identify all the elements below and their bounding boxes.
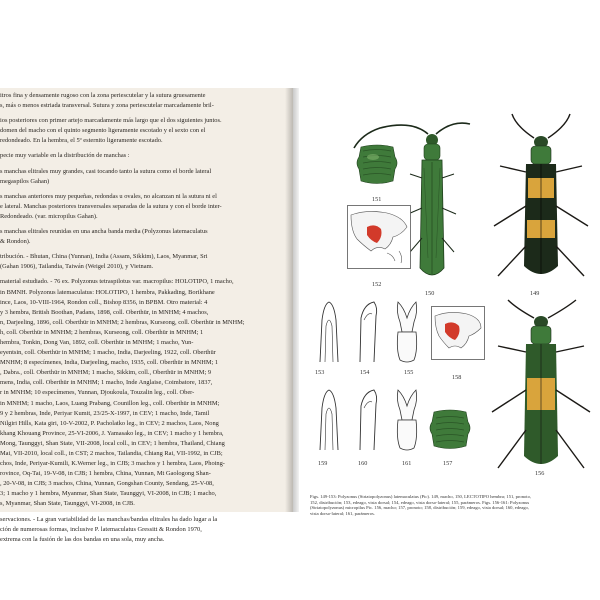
text-line: material estudiado. - 76 ex. Polyzonus tetraspilotus var. macropilus: HOLOTIPO, 1 macho, bbox=[0, 278, 234, 286]
fig-number-149: 149 bbox=[530, 290, 540, 297]
text-line: itros fina y densamente rugoso con la zona periescutelar y la sutura gruesamente bbox=[0, 92, 206, 99]
fig-number-156: 156 bbox=[535, 470, 545, 477]
text-line: chos, Inde, Periyar-Kumili, K.Werner leg., in CJB; 3 machos y 1 hembra, Laos, Phoing- bbox=[0, 460, 225, 468]
fig-number-161: 161 bbox=[402, 460, 412, 467]
text-line: , 20-V-08, in CJB; 3 machos, China, Yunnan, Gongshan County, Sendang, 25-V-08, bbox=[0, 480, 214, 488]
text-line bbox=[0, 163, 286, 166]
text-line bbox=[0, 188, 286, 191]
page-gutter bbox=[285, 88, 299, 512]
fig-number-160: 160 bbox=[358, 460, 368, 467]
text-line: in BMNH. Polyzonus latemaculatus: HOLOTIPO, 1 hembra, Pakkading, Borikhane bbox=[0, 288, 215, 296]
text-line: Redondeado. (var. micropilus Gahan). bbox=[0, 212, 98, 220]
left-page bbox=[0, 88, 293, 543]
fig-161-parameres bbox=[390, 386, 424, 454]
text-line: MNHM; 8 especímenes, India, Darjeeling, macho, 1935, coll. Oberthür in MNHM; 1 bbox=[0, 359, 219, 367]
figure-caption bbox=[310, 494, 595, 516]
text-line bbox=[0, 112, 286, 115]
text-line: khang Khouang Province, 25-VI-2006, J. Yamasako leg., in CEV; 1 macho y 1 hembra, bbox=[0, 429, 224, 437]
fig-number-150: 150 bbox=[425, 290, 435, 297]
fig-153-aedeagus-dorsal bbox=[314, 300, 344, 364]
text-line: tribución. - Bhutan, China (Yunnan), India (Assam, Sikkim), Laos, Myanmar, Sri bbox=[0, 253, 208, 261]
fig-149-beetle-banded bbox=[486, 116, 596, 286]
fig-157-pronotum bbox=[428, 408, 472, 452]
text-line: megaspilos Gahan) bbox=[0, 177, 50, 185]
text-line: h, coll. Oberthür in MNHM; 2 hembras, Kurseong, coll. Oberthür in MNHM; 1 bbox=[0, 328, 204, 336]
text-line: Mai, VII-2010, local coll., in CST; 2 machos, Tailandia, Chiang Rai, VII-1992, in CJB; bbox=[0, 450, 223, 457]
fig-152-distribution-map bbox=[347, 205, 411, 269]
text-line: Mong, Taunggyi, Shan State, VII-2008, local coll., in CEV; 1 hembra, Thailand, Chiang bbox=[0, 439, 225, 447]
fig-number-151: 151 bbox=[372, 196, 382, 203]
text-line: s manchas elitrales reunidas en una ancha banda media (Polyzonus latemaculatus bbox=[0, 228, 208, 236]
fig-154-aedeagus-lateral bbox=[352, 300, 382, 364]
caption-line: (Striatopolyzonus) micropilus Pic. 156, macho; 157, pronoto; 158, distribución; 159, edeago, vista dorsal; 160, edeago, bbox=[310, 505, 529, 511]
text-line bbox=[0, 511, 286, 514]
text-line: servaciones. - La gran variabilidad de las manchas/bandas elitrales ha dado lugar a la bbox=[0, 515, 218, 523]
text-line: y 3 hembra, British Boothan, Padans, 1898, coll. Oberthür, in MNHM; 4 machos, bbox=[0, 308, 209, 316]
text-line: domen del macho con el quinto segmento ligeramente escotado y el sexto con el bbox=[0, 127, 206, 135]
text-line: e lateral. Manchas posteriores transversales separadas de la sutura y con el borde inter- bbox=[0, 202, 222, 210]
text-line: n, Darjeeling, 1896, coll. Oberthür in MNHM; 2 hembras, Kurseong, coll. Oberthür in MNHM; bbox=[0, 318, 245, 326]
left-page-text bbox=[0, 92, 286, 546]
text-line: & Rondon). bbox=[0, 238, 31, 246]
caption-line: 152, distribución; 153, edeago, vista dorsal; 154, edeago, vista dorso-lateral; 155, parámeros. Figs. 156-161: Polyzonus bbox=[310, 499, 530, 505]
fig-156-beetle-banded bbox=[486, 300, 596, 478]
text-line: extrema con la fusión de las dos bandas en una sola, muy ancha. bbox=[0, 535, 165, 543]
fig-155-parameres bbox=[390, 298, 424, 366]
text-line: ción de numerosas formas, inclusive P. latemaculatus Gressitt & Rondon 1970, bbox=[0, 525, 202, 533]
text-line: , Dabra., coll. Oberthür in MNHM; 1 macho, Sikkim, coll., Oberthür in MNHM; 9 bbox=[0, 369, 212, 377]
text-line bbox=[0, 147, 286, 150]
text-line: s manchas anteriores muy pequeñas, redondas u ovales, no alcanzan ni la sutura ni el bbox=[0, 192, 217, 200]
text-line bbox=[0, 273, 286, 276]
fig-159-aedeagus-dorsal bbox=[314, 388, 344, 452]
text-line: s, más o menos estriada transversal. Sutura y zona periescutelar marcadamente bril- bbox=[0, 102, 214, 110]
caption-line: Figs. 149-153: Polyzonus (Striatopolyzonus) latemaculatus (Pic). 149, macho, 150, LECTOTIPO hembra; 151, pronoto, bbox=[310, 494, 532, 499]
fig-number-158: 158 bbox=[452, 374, 462, 381]
text-line: eyentsin, coll. Oberthür in MNHM; 1 macho, India, Darjeeling, 1922, coll. Oberthür bbox=[0, 349, 216, 357]
text-line: rovince, Oq-Tai, 19-V-08, in CJB; 1 hembra, China, Yunnan, Mt Gaologong Shan- bbox=[0, 470, 211, 478]
fig-number-157: 157 bbox=[443, 460, 453, 467]
fig-number-152: 152 bbox=[372, 281, 382, 288]
text-line: s manchas elitrales muy grandes, casi tocando tanto la sutura como el borde lateral bbox=[0, 167, 212, 175]
text-line bbox=[0, 248, 286, 251]
text-line: 3; 1 macho y 1 hembra, Myanmar, Shan State, Taunggyi, VI-2008, in CJB; 1 macho, bbox=[0, 490, 217, 498]
fig-number-154: 154 bbox=[360, 369, 370, 376]
text-line: ios posteriores con primer artejo marcadamente más largo que el dos siguientes juntos. bbox=[0, 117, 222, 125]
text-line: s, Myanmar, Shan State, Taunggyi, VI-2008, in CJB. bbox=[0, 500, 135, 508]
text-line: 9 y 2 hembras, Inde, Periyar Kumit, 23/25-X-1997, in CEV; 1 macho, Inde, Tamil bbox=[0, 409, 210, 417]
caption-line: vista dorso-lateral; 161, parámeros. bbox=[310, 510, 375, 516]
fig-number-153: 153 bbox=[315, 369, 325, 376]
fig-158-distribution-map bbox=[431, 306, 485, 360]
text-line: ince, Laos, 10-VIII-1964, Rondon coll., Bishop 8356, in BPBM. Otro material: 4 bbox=[0, 298, 208, 306]
text-line bbox=[0, 223, 286, 226]
fig-number-159: 159 bbox=[318, 460, 328, 467]
text-line: hembra, Tonkin, Dong Van, 1892, coll. Oberthür in MNHM; 1 macho, Yun- bbox=[0, 338, 194, 346]
text-line: redondeado. En la hembra, el 5º esternito ligeramente escotado. bbox=[0, 137, 163, 145]
fig-number-155: 155 bbox=[404, 369, 414, 376]
text-line: (Gahan 1906), Tailandia, Taiwán (Weigel 2010), y Vietnam. bbox=[0, 263, 154, 271]
text-line: in MNHM; 1 macho, Laos, Luang Prabang, Counillon leg., coll. Oberthür in MNHM; bbox=[0, 399, 220, 407]
text-line: pecie muy variable en la distribución de manchas : bbox=[0, 152, 130, 160]
text-line: r in MNHM; 10 especímenes, Yunnan, Djoukoula, Touzalin leg., coll. Ober- bbox=[0, 389, 195, 397]
text-line: Nilgiri Hills, Kata giri, 10-V-2002, P. Pacholatko leg., in CEV; 2 machos, Laos, Nong bbox=[0, 419, 219, 427]
text-line: mens, India, coll. Oberthür in MNHM; 1 macho, Inde Anglaise, Coimbatore, 1837, bbox=[0, 379, 213, 387]
fig-160-aedeagus-lateral bbox=[352, 388, 382, 452]
